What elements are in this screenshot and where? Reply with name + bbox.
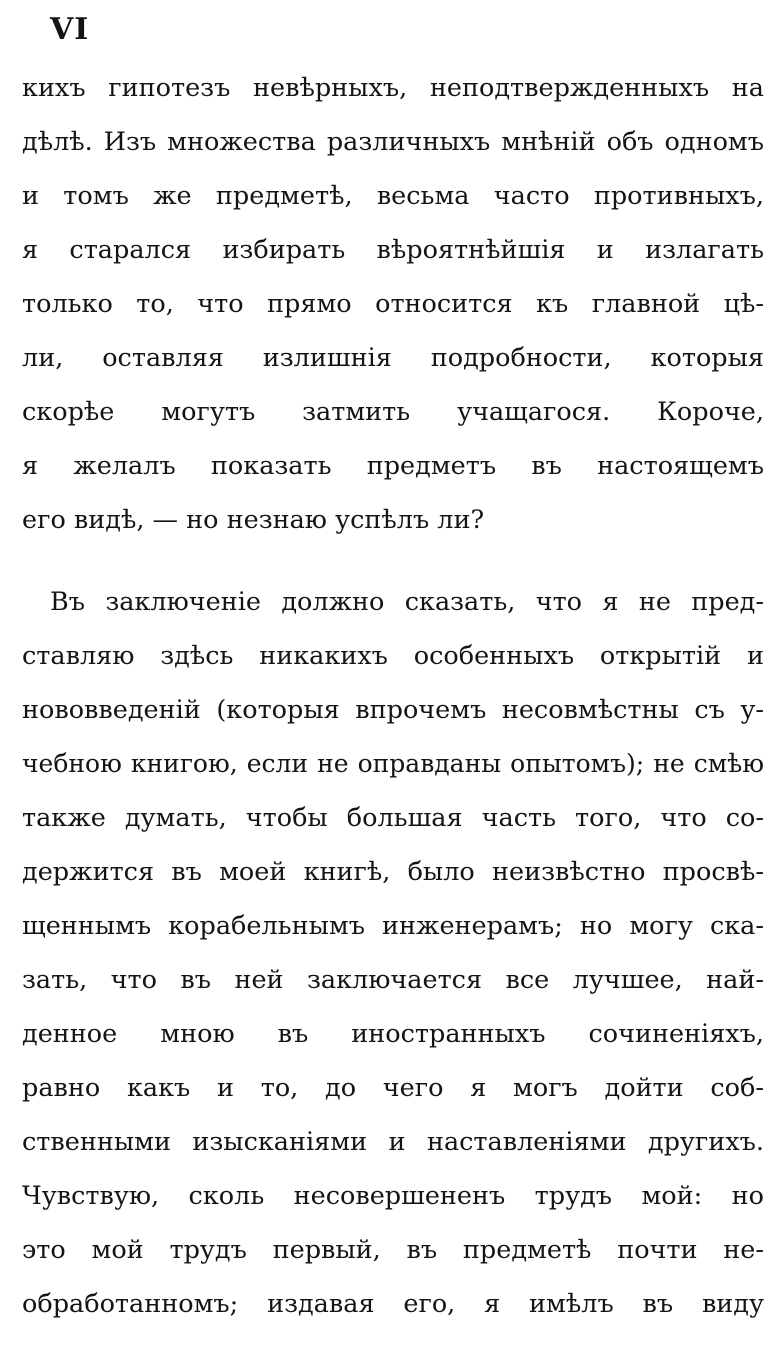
text-line: чебною книгою, если не оправданы опытомъ); не смѣю xyxy=(22,749,764,778)
text-line: это мой трудъ первый, въ предметѣ почти не- xyxy=(22,1235,764,1265)
text-line: щеннымъ корабельнымъ инженерамъ; но могу ска- xyxy=(22,911,764,941)
text-line: и томъ же предметѣ, весьма часто противныхъ, xyxy=(22,181,764,211)
text-line: его видѣ, — но незнаю успѣлъ ли? xyxy=(22,505,485,535)
text-line: равно какъ и то, до чего я могъ дойти соб- xyxy=(22,1073,764,1103)
text-line: кихъ гипотезъ невѣрныхъ, неподтвержденныхъ на xyxy=(22,73,764,103)
text-line: только то, что прямо относится къ главной цѣ- xyxy=(22,289,764,319)
text-line: ственными изысканіями и наставленіями другихъ. xyxy=(22,1127,764,1157)
text-line: скорѣе могутъ затмить учащагося. Короче, xyxy=(22,397,764,427)
text-line: зать, что въ ней заключается все лучшее, най- xyxy=(22,965,764,995)
text-line: обработанномъ; издавая его, я имѣлъ въ виду xyxy=(22,1289,764,1319)
text-line: Чувствую, сколь несовершененъ трудъ мой: но xyxy=(22,1181,764,1211)
text-line: Въ заключеніе должно сказать, что я не пред- xyxy=(50,587,764,617)
text-line: ли, оставляя излишнія подробности, которыя xyxy=(22,343,764,373)
text-line: держится въ моей книгѣ, было неизвѣстно просвѣ- xyxy=(22,857,764,887)
text-line: я желалъ показать предметъ въ настоящемъ xyxy=(22,451,764,481)
page-number: VI xyxy=(50,12,90,47)
text-line: денное мною въ иностранныхъ сочиненіяхъ, xyxy=(22,1019,764,1049)
text-line: дѣлѣ. Изъ множества различныхъ мнѣній объ одномъ xyxy=(22,127,764,157)
text-line: я старался избирать вѣроятнѣйшія и излагать xyxy=(22,235,764,265)
text-line: также думать, чтобы большая часть того, что со- xyxy=(22,803,764,833)
text-line: ставляю здѣсь никакихъ особенныхъ открытій и xyxy=(22,641,764,671)
text-line: нововведеній (которыя впрочемъ несовмѣстны съ у- xyxy=(22,695,764,725)
